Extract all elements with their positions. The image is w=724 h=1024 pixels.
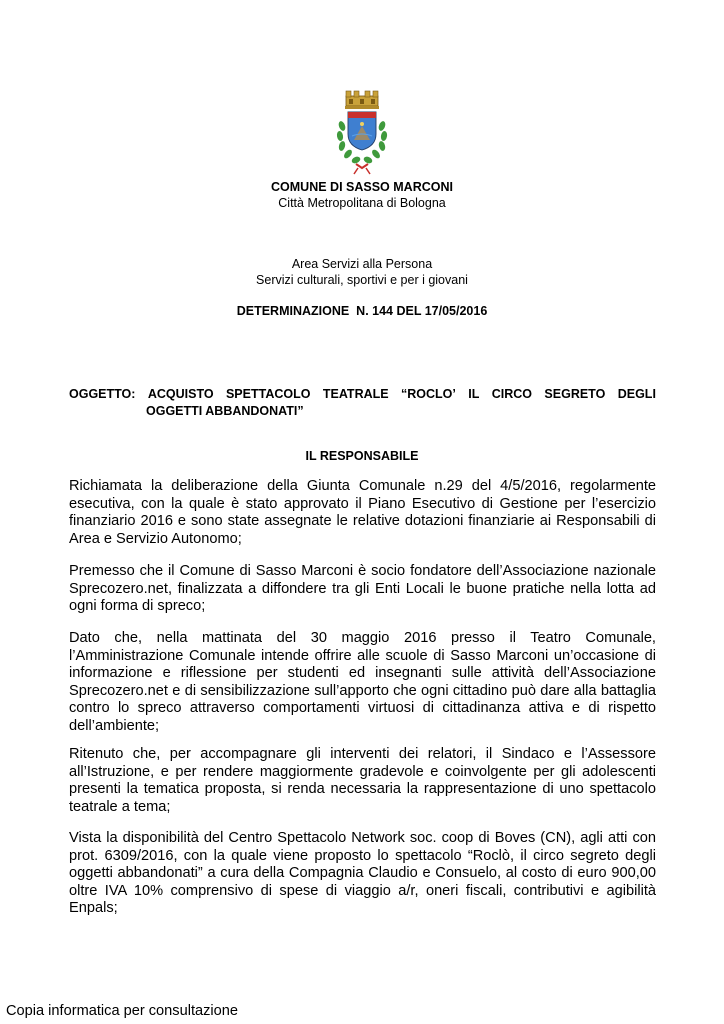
subject-word: SEGRETO xyxy=(544,387,606,401)
shield-icon xyxy=(348,112,376,150)
municipality-name: COMUNE DI SASSO MARCONI xyxy=(271,180,453,194)
municipal-coat-of-arms-icon xyxy=(330,88,394,176)
paragraph-vista: Vista la disponibilità del Centro Spettacolo Network soc. coop di Boves (CN), agli atti con prot. 6309/2016, con la quale viene proposto lo spettacolo “Roclò, il circo segreto degli oggetti abbandonati” a cura della Compagnia Claudio e Consuelo, al costo di euro 900,00 oltre IVA 10% comprensivo di spese di viaggio a/r, oneri fiscali, contributivi e agibilità Enpals; xyxy=(69,830,656,917)
subject-line-1 xyxy=(69,386,656,403)
service-name: Servizi culturali, sportivi e per i giovani xyxy=(256,273,468,287)
subject-word: SPETTACOLO xyxy=(225,387,311,401)
crown-icon xyxy=(345,91,379,109)
footer-note: Copia informatica per consultazione xyxy=(6,1003,239,1019)
subject-word: “ROCLO’ xyxy=(401,387,456,401)
paragraph-ritenuto: Ritenuto che, per accompagnare gli interventi dei relatori, il Sindaco e l’Assessore all’Istruzione, e per rendere maggiormente gradevole e coinvolgente per gli adolescenti presenti la tematica proposta, si renda necessaria la rappresentazione di uno spettacolo teatrale a tema; xyxy=(69,746,656,815)
metro-area: Città Metropolitana di Bologna xyxy=(278,196,446,210)
subject-label: OGGETTO: xyxy=(69,387,136,401)
paragraph-dato-che: Dato che, nella mattinata del 30 maggio 2016 presso il Teatro Comunale, l’Amministrazione Comunale intende offrire alle scuole di Sasso Marconi un’occasione di informazione e riflessione per studenti ed insegnanti sulle attività dell’Associazione Sprecozero.net e di sensibilizzazione sull’apporto che ogni cittadino può dare alla battaglia contro lo spreco attraverso comportamenti virtuosi di cittadinanza attiva e di rispetto dell’ambiente; xyxy=(69,630,656,734)
paragraph-premesso: Premesso che il Comune di Sasso Marconi è socio fondatore dell’Associazione nazionale Sprecozero.net, finalizzata a diffondere tra gli Enti Locali le buone pratiche nella lotta ad ogni forma di spreco; xyxy=(69,563,656,615)
subject-word: ACQUISTO xyxy=(147,387,214,401)
subject-line-2: OGGETTI ABBANDONATI” xyxy=(146,404,304,418)
subject-word: CIRCO xyxy=(491,387,533,401)
subject-word: TEATRALE xyxy=(322,387,389,401)
department-name: Area Servizi alla Persona xyxy=(291,257,433,271)
subject-word: IL xyxy=(468,387,480,401)
subject-word: DEGLI xyxy=(617,387,656,401)
paragraph-richiamata: Richiamata la deliberazione della Giunta Comunale n.29 del 4/5/2016, regolarmente esecutiva, con la quale è stato approvato il Piano Esecutivo di Gestione per l’esercizio finanziario 2016 e sono state assegnate le relative dotazioni finanziarie ai Responsabili di Area e Servizio Autonomo; xyxy=(69,478,656,547)
determination-number: DETERMINAZIONE N. 144 DEL 17/05/2016 xyxy=(236,304,488,318)
subject-block xyxy=(69,386,656,420)
responsible-heading: IL RESPONSABILE xyxy=(305,449,419,463)
